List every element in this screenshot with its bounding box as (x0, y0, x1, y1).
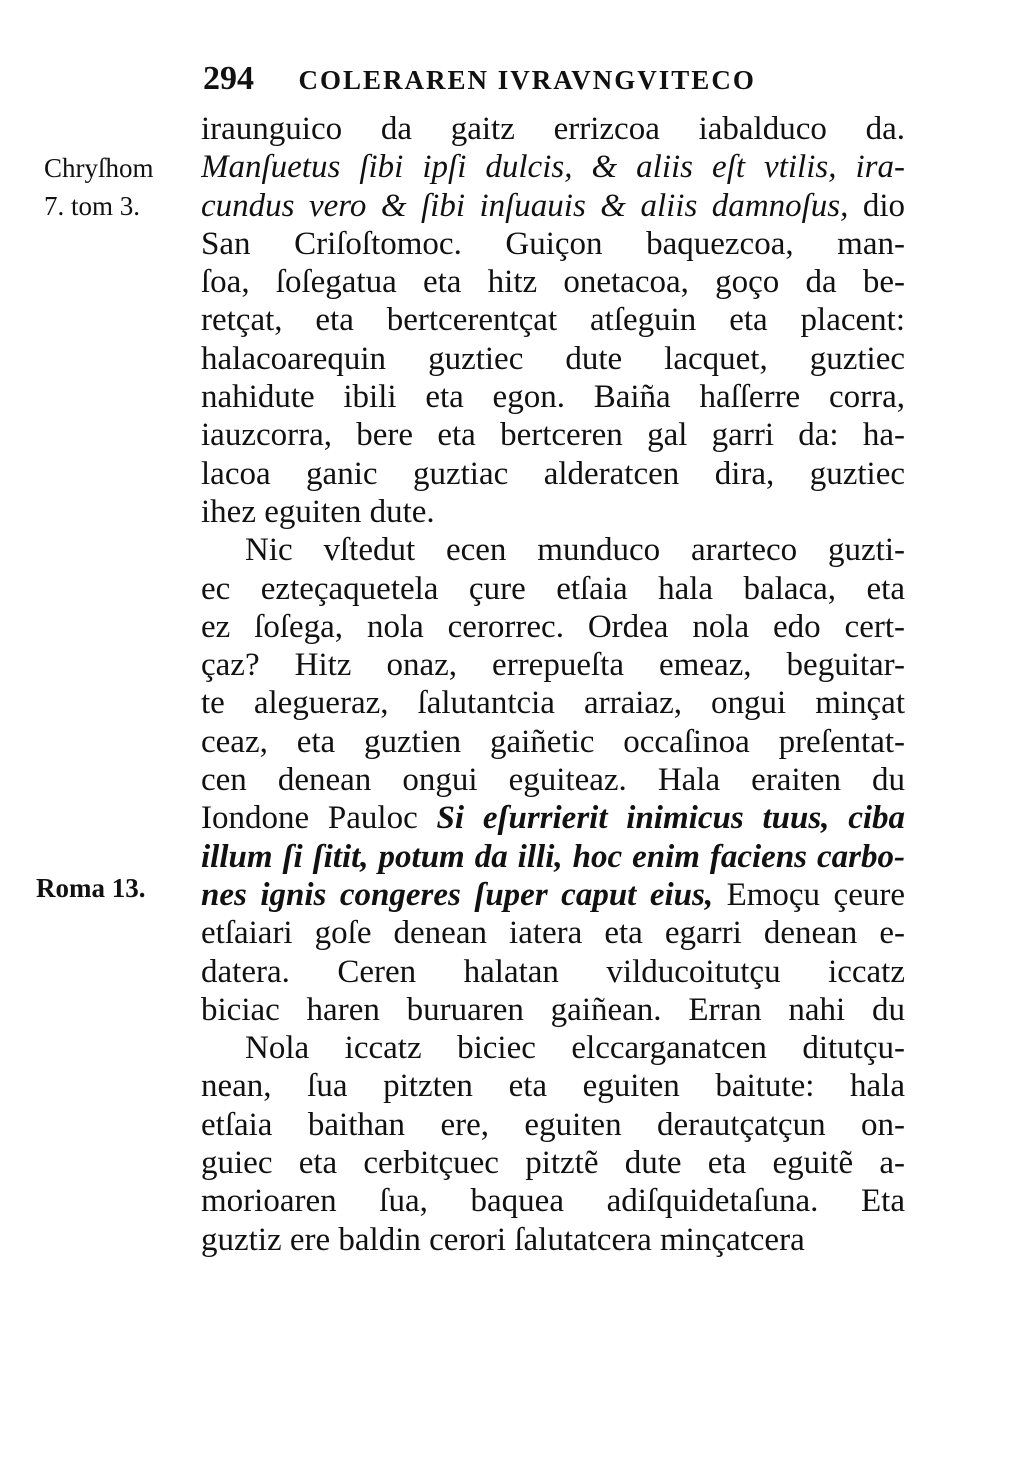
text-line-content: biciac haren buruaren gaiñean. Erran nahi du (201, 991, 905, 1028)
text-line (201, 455, 905, 493)
text-line (201, 416, 905, 454)
text-line (201, 1182, 905, 1220)
page-number: 294 (203, 60, 254, 97)
text-line-content: iauzcorra, bere eta bertceren gal garri da: ha- (201, 417, 905, 454)
text-line (201, 1221, 905, 1259)
text-line (201, 1106, 905, 1144)
text-line-content: Nic vſtedut ecen munduco ararteco guzti- (245, 532, 905, 569)
text-line (201, 1029, 905, 1067)
text-line-content: guiec eta cerbitçuec pitztẽ dute eta eguitẽ a- (201, 1145, 905, 1182)
text-line-content: lacoa ganic guztiac alderatcen dira, guztiec (201, 455, 905, 492)
text-line-content: morioaren ſua, baquea adiſquidetaſuna. Eta (201, 1183, 905, 1220)
text-line (201, 646, 905, 684)
text-line (201, 953, 905, 991)
text-line (201, 340, 905, 378)
text-line (201, 914, 905, 952)
text-line (201, 723, 905, 761)
text-line-content: ſoa, ſoſegatua eta hitz onetacoa, goço da be- (201, 264, 905, 301)
text-line (201, 570, 905, 608)
text-line-content: nahidute ibili eta egon. Baiña haſſerre corra, (201, 379, 905, 416)
text-line (201, 1067, 905, 1105)
text-line-content: datera. Ceren halatan vilducoitutçu iccatz (201, 953, 905, 990)
body-text (201, 110, 905, 1259)
text-line-tail: dio (848, 187, 905, 224)
text-line-content: San Criſoſtomoc. Guiçon baquezcoa, man- (201, 225, 905, 262)
text-line-content: etſaiari goſe denean iatera eta egarri denean e- (201, 915, 905, 952)
text-line-content: ihez eguiten dute. (201, 493, 435, 530)
text-line-content: ec ezteçaquetela çure etſaia hala balaca, eta (201, 570, 905, 607)
text-line-content: Iondone Pauloc (201, 800, 437, 837)
text-line (201, 378, 905, 416)
text-line (201, 187, 905, 225)
text-line (201, 1144, 905, 1182)
text-line-content: halacoarequin guztiec dute lacquet, guztiec (201, 340, 905, 377)
latin-quote: Si eſurrierit inimicus tuus, ciba (436, 800, 905, 837)
text-line (201, 225, 905, 263)
text-line (201, 301, 905, 339)
text-line-tail: Emoçu çeure (713, 876, 905, 913)
marginal-note-romans: Roma 13. (36, 873, 146, 903)
text-line-content: Manſuetus ſibi ipſi dulcis, & aliis eſt vtilis, ira- (201, 149, 905, 186)
text-line-content: iraunguico da gaitz errizcoa iabalduco da. (201, 111, 905, 147)
text-line-content: Nola iccatz biciec elccarganatcen ditutçu- (245, 1030, 905, 1067)
running-title: COLERAREN IVRAVNGVITECO (298, 65, 756, 95)
text-line-content: cundus vero & ſibi inſuauis & aliis damnoſus, (201, 187, 849, 224)
text-line (201, 838, 905, 876)
text-line (201, 263, 905, 301)
text-line-content: çaz? Hitz onaz, errepueſta emeaz, beguitar- (201, 647, 905, 684)
text-line (201, 493, 905, 531)
page-header (203, 60, 923, 100)
text-line (201, 799, 905, 837)
marginal-note-chrysostom: Chryſhom (44, 153, 154, 183)
text-line-content: retçat, eta bertcerentçat atſeguin eta placent: (201, 302, 905, 339)
text-line-content: ez ſoſega, nola cerorrec. Ordea nola edo cert- (201, 608, 905, 645)
text-line (201, 608, 905, 646)
text-line (201, 110, 905, 148)
text-line (201, 531, 905, 569)
text-line-content: nean, ſua pitzten eta eguiten baitute: hala (201, 1068, 905, 1105)
text-line-content: cen denean ongui eguiteaz. Hala eraiten du (201, 762, 905, 799)
text-line-content: ceaz, eta guztien gaiñetic occaſinoa preſentat- (201, 723, 905, 760)
text-line (201, 761, 905, 799)
text-line-content: illum ſi ſitit, potum da illi, hoc enim faciens carbo- (201, 838, 905, 875)
text-line-content: guztiz ere baldin cerori ſalutatcera minçatcera (201, 1221, 805, 1258)
text-line (201, 684, 905, 722)
text-line-content: nes ignis congeres ſuper caput eius, (201, 876, 714, 913)
text-line (201, 876, 905, 914)
text-line (201, 991, 905, 1029)
text-line-content: etſaia baithan ere, eguiten derautçatçun on- (201, 1106, 905, 1143)
text-line (201, 148, 905, 186)
text-line-content: te alegueraz, ſalutantcia arraiaz, ongui minçat (201, 685, 905, 722)
marginal-note-tome: 7. tom 3. (44, 191, 141, 221)
